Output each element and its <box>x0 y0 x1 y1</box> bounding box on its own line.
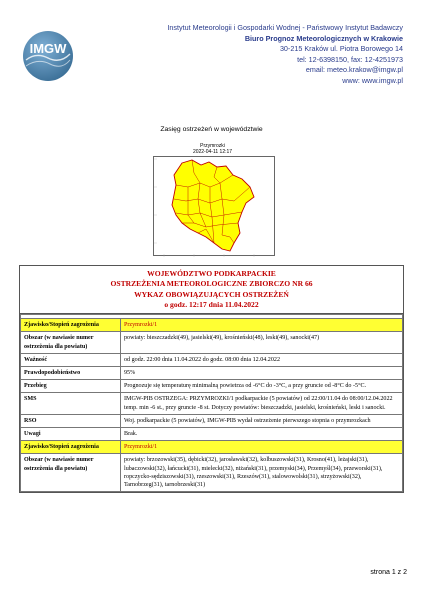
map-title: Zasięg ostrzeżeń w województwie <box>160 126 263 133</box>
course-value: Prognozuje się temperaturę minimalną powietrza od -6°C do -3°C, a przy gruncie od -8°C do -5°C. <box>121 380 403 393</box>
map-caption <box>145 143 280 155</box>
page-number: strona 1 z 2 <box>370 569 407 576</box>
area-value: powiaty: bieszczadzki(49), jasielski(49), krośnieński(48), leski(49), sanocki(47) <box>121 332 403 353</box>
office-website: www: www.imgw.pl <box>342 75 403 85</box>
table-row <box>21 414 403 427</box>
office-email: email: meteo.krakow@imgw.pl <box>305 65 403 75</box>
document-title-time: o godz. 12:17 dnia 11.04.2022 <box>164 299 259 309</box>
office-name: Biuro Prognoz Meteorologicznych w Krakowie <box>244 33 403 43</box>
table-row <box>21 454 403 492</box>
warnings-document <box>19 265 404 493</box>
institute-name: Instytut Meteorologii i Gospodarki Wodnej - Państwowy Instytut Badawczy <box>167 23 403 32</box>
province-map-svg <box>154 157 276 257</box>
area-value-2: powiaty: brzozowski(35), dębicki(32), jarosławski(32), kolbuszowski(31), Krosno(41), leżajski(31), lubaczowski(32), łańcucki(31), mielecki(32), niżański(31), przemyski(34), Przemyśl(34), przeworski(31), ropczycko-sędziszowski(31), rzeszowski(31), Rzeszów(31), stalowowolski(31), strzyżowski(32), Tarnobrzeg(31), tarnobrzeski(31) <box>121 454 403 492</box>
table-row <box>21 353 403 366</box>
document-title-region: WOJEWÓDZTWO PODKARPACKIE <box>147 269 276 278</box>
office-address: 30-215 Kraków ul. Piotra Borowego 14 <box>279 44 403 54</box>
imgw-logo <box>22 30 74 82</box>
province-shape <box>172 160 254 251</box>
document-title-list: WYKAZ OBOWIĄZUJĄCYCH OSTRZEŻEŃ <box>134 289 289 299</box>
rso-value: Woj. podkarpackie (5 powiatów), IMGW-PIB wydał ostrzeżenie pierwszego stopnia o przymrozkach <box>121 414 403 427</box>
area-label: Obszar (w nawiasie numer ostrzeżenia dla powiatu) <box>21 332 121 353</box>
probability-label: Prawdopodobieństwo <box>21 367 121 380</box>
probability-value: 95% <box>121 367 403 380</box>
validity-value: od godz. 22:00 dnia 11.04.2022 do godz. 08:00 dnia 12.04.2022 <box>121 353 403 366</box>
phenomenon-label-2: Zjawisko/Stopień zagrożenia <box>21 441 121 454</box>
remarks-label: Uwagi <box>21 428 121 441</box>
phenomenon-label: Zjawisko/Stopień zagrożenia <box>21 319 121 332</box>
warnings-table <box>20 314 403 492</box>
map-frame <box>153 156 275 256</box>
warning-map <box>145 143 280 263</box>
phenomenon-value: Przymrozki/1 <box>121 319 403 332</box>
rso-label: RSO <box>21 414 121 427</box>
office-phone: tel: 12-6398150, fax: 12-4251973 <box>297 54 403 64</box>
table-row <box>21 428 403 441</box>
map-caption-phenomenon: Przymrozki <box>200 143 225 149</box>
sms-label: SMS <box>21 393 121 414</box>
phenomenon-value-2: Przymrozki/1 <box>121 441 403 454</box>
logo-text: IMGW <box>29 41 67 56</box>
map-caption-timestamp: 2022-04-11 12:17 <box>192 149 233 155</box>
sms-value: IMGW-PIB OSTRZEGA: PRZYMROZKI/1 podkarpackie (5 powiatów) od 22:00/11.04 do 08:00/12.04.2022 temp. min -6 st., przy gruncie -8 st. Dotyczy powiatów: bieszczadzki, jasielski, krośnieński, leski i sanocki. <box>121 393 403 414</box>
table-row <box>21 367 403 380</box>
table-row <box>21 393 403 414</box>
document-title <box>20 266 403 314</box>
institute-header <box>160 23 403 87</box>
remarks-value: Brak. <box>121 428 403 441</box>
document-title-number: OSTRZEŻENIA METEOROLOGICZNE ZBIORCZO NR 66 <box>110 279 313 289</box>
table-row <box>21 332 403 353</box>
area-label-2: Obszar (w nawiasie numer ostrzeżenia dla powiatu) <box>21 454 121 492</box>
validity-label: Ważność <box>21 353 121 366</box>
table-row <box>21 380 403 393</box>
table-row <box>21 441 403 454</box>
course-label: Przebieg <box>21 380 121 393</box>
table-row <box>21 319 403 332</box>
